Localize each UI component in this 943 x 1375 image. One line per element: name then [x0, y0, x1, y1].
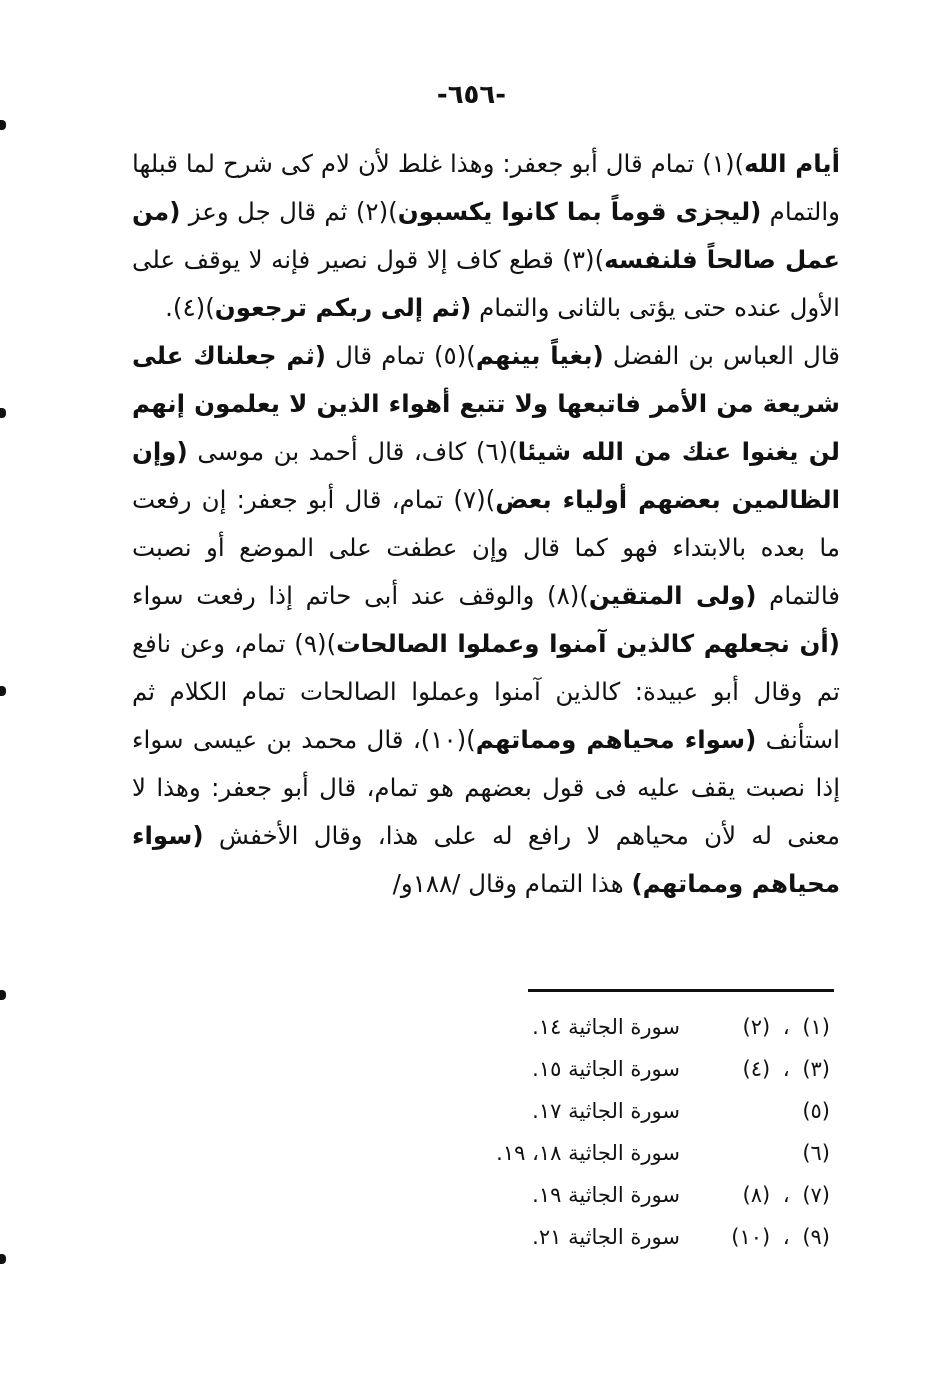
text-run: )(٩) تمام، وعن نافع تم وقال أبو عبيدة: كالذين آمنوا وعملوا الصالحات تمام الكلام ثم استأنف	[132, 629, 840, 754]
footnote-citation: سورة الجاثية ٢١.	[532, 1225, 680, 1249]
footnote-refs: (٥)	[802, 1099, 830, 1123]
footnote-citation: سورة الجاثية ١٩.	[532, 1183, 680, 1207]
text-run: )(٣) قطع كاف إلا قول نصير فإنه لا يوقف على الأول عنده حتى يؤتى بالثانى والتمام	[132, 245, 840, 322]
main-text	[132, 140, 840, 908]
quran-quote: (أن نجعلهم كالذين آمنوا وعملوا الصالحات	[336, 629, 840, 658]
paragraph	[132, 140, 840, 332]
quran-quote: (ولى المتقين	[588, 581, 757, 610]
text-run: قال العباس بن الفضل	[603, 341, 840, 370]
quran-quote: أيام الله	[744, 149, 840, 178]
footnote-citation: سورة الجاثية ١٤.	[532, 1015, 680, 1039]
footnote-refs: (٧) ، (٨)	[742, 1183, 830, 1207]
scan-margin-mark	[0, 686, 6, 696]
footnote-citation: سورة الجاثية ١٥.	[532, 1057, 680, 1081]
quran-quote: (من عمل صالحاً فلنفسه	[132, 197, 840, 274]
text-run: )(٦) كاف، قال أحمد بن موسى	[187, 437, 518, 466]
quran-quote: (بغياً بينهم	[475, 341, 604, 370]
paragraph	[132, 332, 840, 908]
text-run: )(١٠)، قال محمد بن عيسى سواء إذا نصبت يقف عليه فى قول بعضهم هو تمام، قال أبو جعفر: وهذا لا معنى له لأن محياهم لا رافع له على هذا، وقال الأخفش	[132, 725, 840, 850]
quran-quote: (ثم جعلناك على شريعة من الأمر فاتبعها ولا تتبع أهواء الذين لا يعلمون إنهم لن يغنوا عنك من الله شيئا	[132, 341, 841, 466]
footnote-refs: (١) ، (٢)	[742, 1015, 830, 1039]
footnote-separator	[528, 989, 834, 992]
quran-quote: (وإن الظالمين بعضهم أولياء بعض	[132, 437, 840, 514]
footnote-citation: سورة الجاثية ١٨، ١٩.	[496, 1141, 680, 1165]
scan-margin-mark	[0, 990, 6, 1000]
scan-margin-mark	[0, 120, 6, 130]
quran-quote: (ليجزى قوماً بما كانوا يكسبون	[397, 197, 762, 226]
footnote-refs: (٦)	[802, 1141, 830, 1165]
scan-margin-mark	[0, 1254, 6, 1264]
text-run: )(٢) ثم قال جل وعز	[180, 197, 398, 226]
footnote	[420, 1090, 830, 1132]
footnote	[420, 1132, 830, 1174]
quran-quote: (سواء محياهم ومماتهم	[475, 725, 757, 754]
text-run: )(٧) تمام، قال أبو جعفر: إن رفعت ما بعده بالابتداء فهو كما قال وإن عطفت على الموضع أو نصبت فالتمام	[132, 485, 841, 610]
text-run: هذا التمام وقال /١٨٨و/	[392, 869, 632, 898]
footnote	[420, 1174, 830, 1216]
quran-quote: (سواء محياهم ومماتهم)	[132, 821, 840, 898]
footnote	[420, 1048, 830, 1090]
quran-quote: (ثم إلى ربكم ترجعون	[214, 293, 472, 322]
text-run: )(١) تمام قال أبو جعفر: وهذا غلط لأن لام كى شرح لما قبلها والتمام	[132, 149, 840, 226]
footnotes	[420, 1006, 830, 1258]
text-run: )(٥) تمام قال	[326, 341, 476, 370]
footnote-refs: (٩) ، (١٠)	[731, 1225, 830, 1249]
footnote-citation: سورة الجاثية ١٧.	[532, 1099, 680, 1123]
text-run: )(٤).	[165, 293, 215, 322]
scan-margin-mark	[0, 408, 6, 418]
footnote	[420, 1006, 830, 1048]
footnote	[420, 1216, 830, 1258]
page-number: -٦٥٦-	[436, 80, 507, 110]
text-run: )(٨) والوقف عند أبى حاتم إذا رفعت سواء	[132, 581, 589, 610]
footnote-refs: (٣) ، (٤)	[742, 1057, 830, 1081]
